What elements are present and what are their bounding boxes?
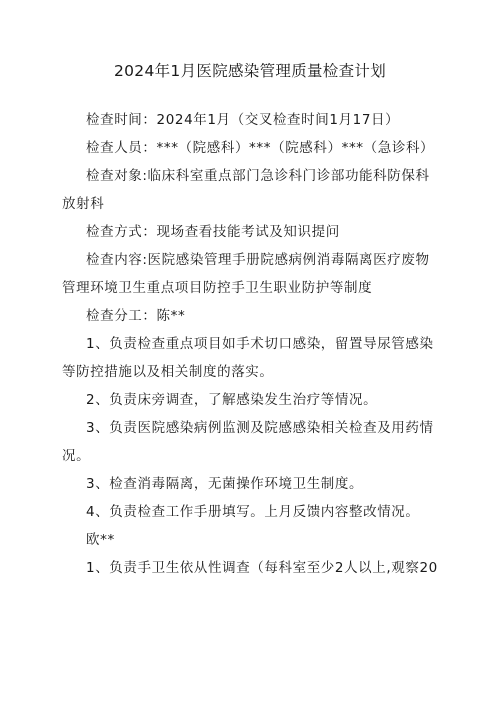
duty-item-3b: 3、检查消毒隔离，无菌操作环境卫生制度。	[86, 476, 364, 492]
duty-item-ou-1: 1、负责手卫生依从性调查（每科室至少2人以上,观察20	[86, 560, 438, 576]
inspection-time-line: 检查时间：2024年1月（交叉检查时间1月17日）	[86, 112, 400, 128]
inspection-method-line: 检查方式：现场查看技能考试及知识提问	[86, 224, 340, 240]
duty-item-1-cont: 等防控措施以及相关制度的落实。	[62, 364, 274, 380]
inspection-target-line: 检查对象:临床科室重点部门急诊科门诊部功能科防保科	[86, 168, 430, 184]
inspection-personnel-line: 检查人员：***（院感科）***（院感科）***（急诊科）	[86, 140, 435, 156]
duty-item-3-cont: 况。	[62, 448, 91, 464]
person-heading: 欧**	[86, 532, 115, 548]
duty-item-4: 4、负责检查工作手册填写。上月反馈内容整改情况。	[86, 504, 420, 520]
document-title: 2024年1月医院感染管理质量检查计划	[113, 62, 386, 80]
inspection-content-line-cont: 管理环境卫生重点项目防控手卫生职业防护等制度	[62, 280, 373, 296]
duty-item-1: 1、负责检查重点项目如手术切口感染，留置导尿管感染	[86, 336, 434, 352]
duty-item-3: 3、负责医院感染病例监测及院感感染相关检查及用药情	[86, 420, 434, 436]
inspection-target-line-cont: 放射科	[62, 196, 105, 212]
inspection-division-line: 检查分工：陈**	[86, 308, 186, 324]
duty-item-2: 2、负责床旁调查，了解感染发生治疗等情况。	[86, 392, 378, 408]
inspection-content-line: 检查内容:医院感染管理手册院感病例消毒隔离医疗废物	[86, 252, 430, 268]
